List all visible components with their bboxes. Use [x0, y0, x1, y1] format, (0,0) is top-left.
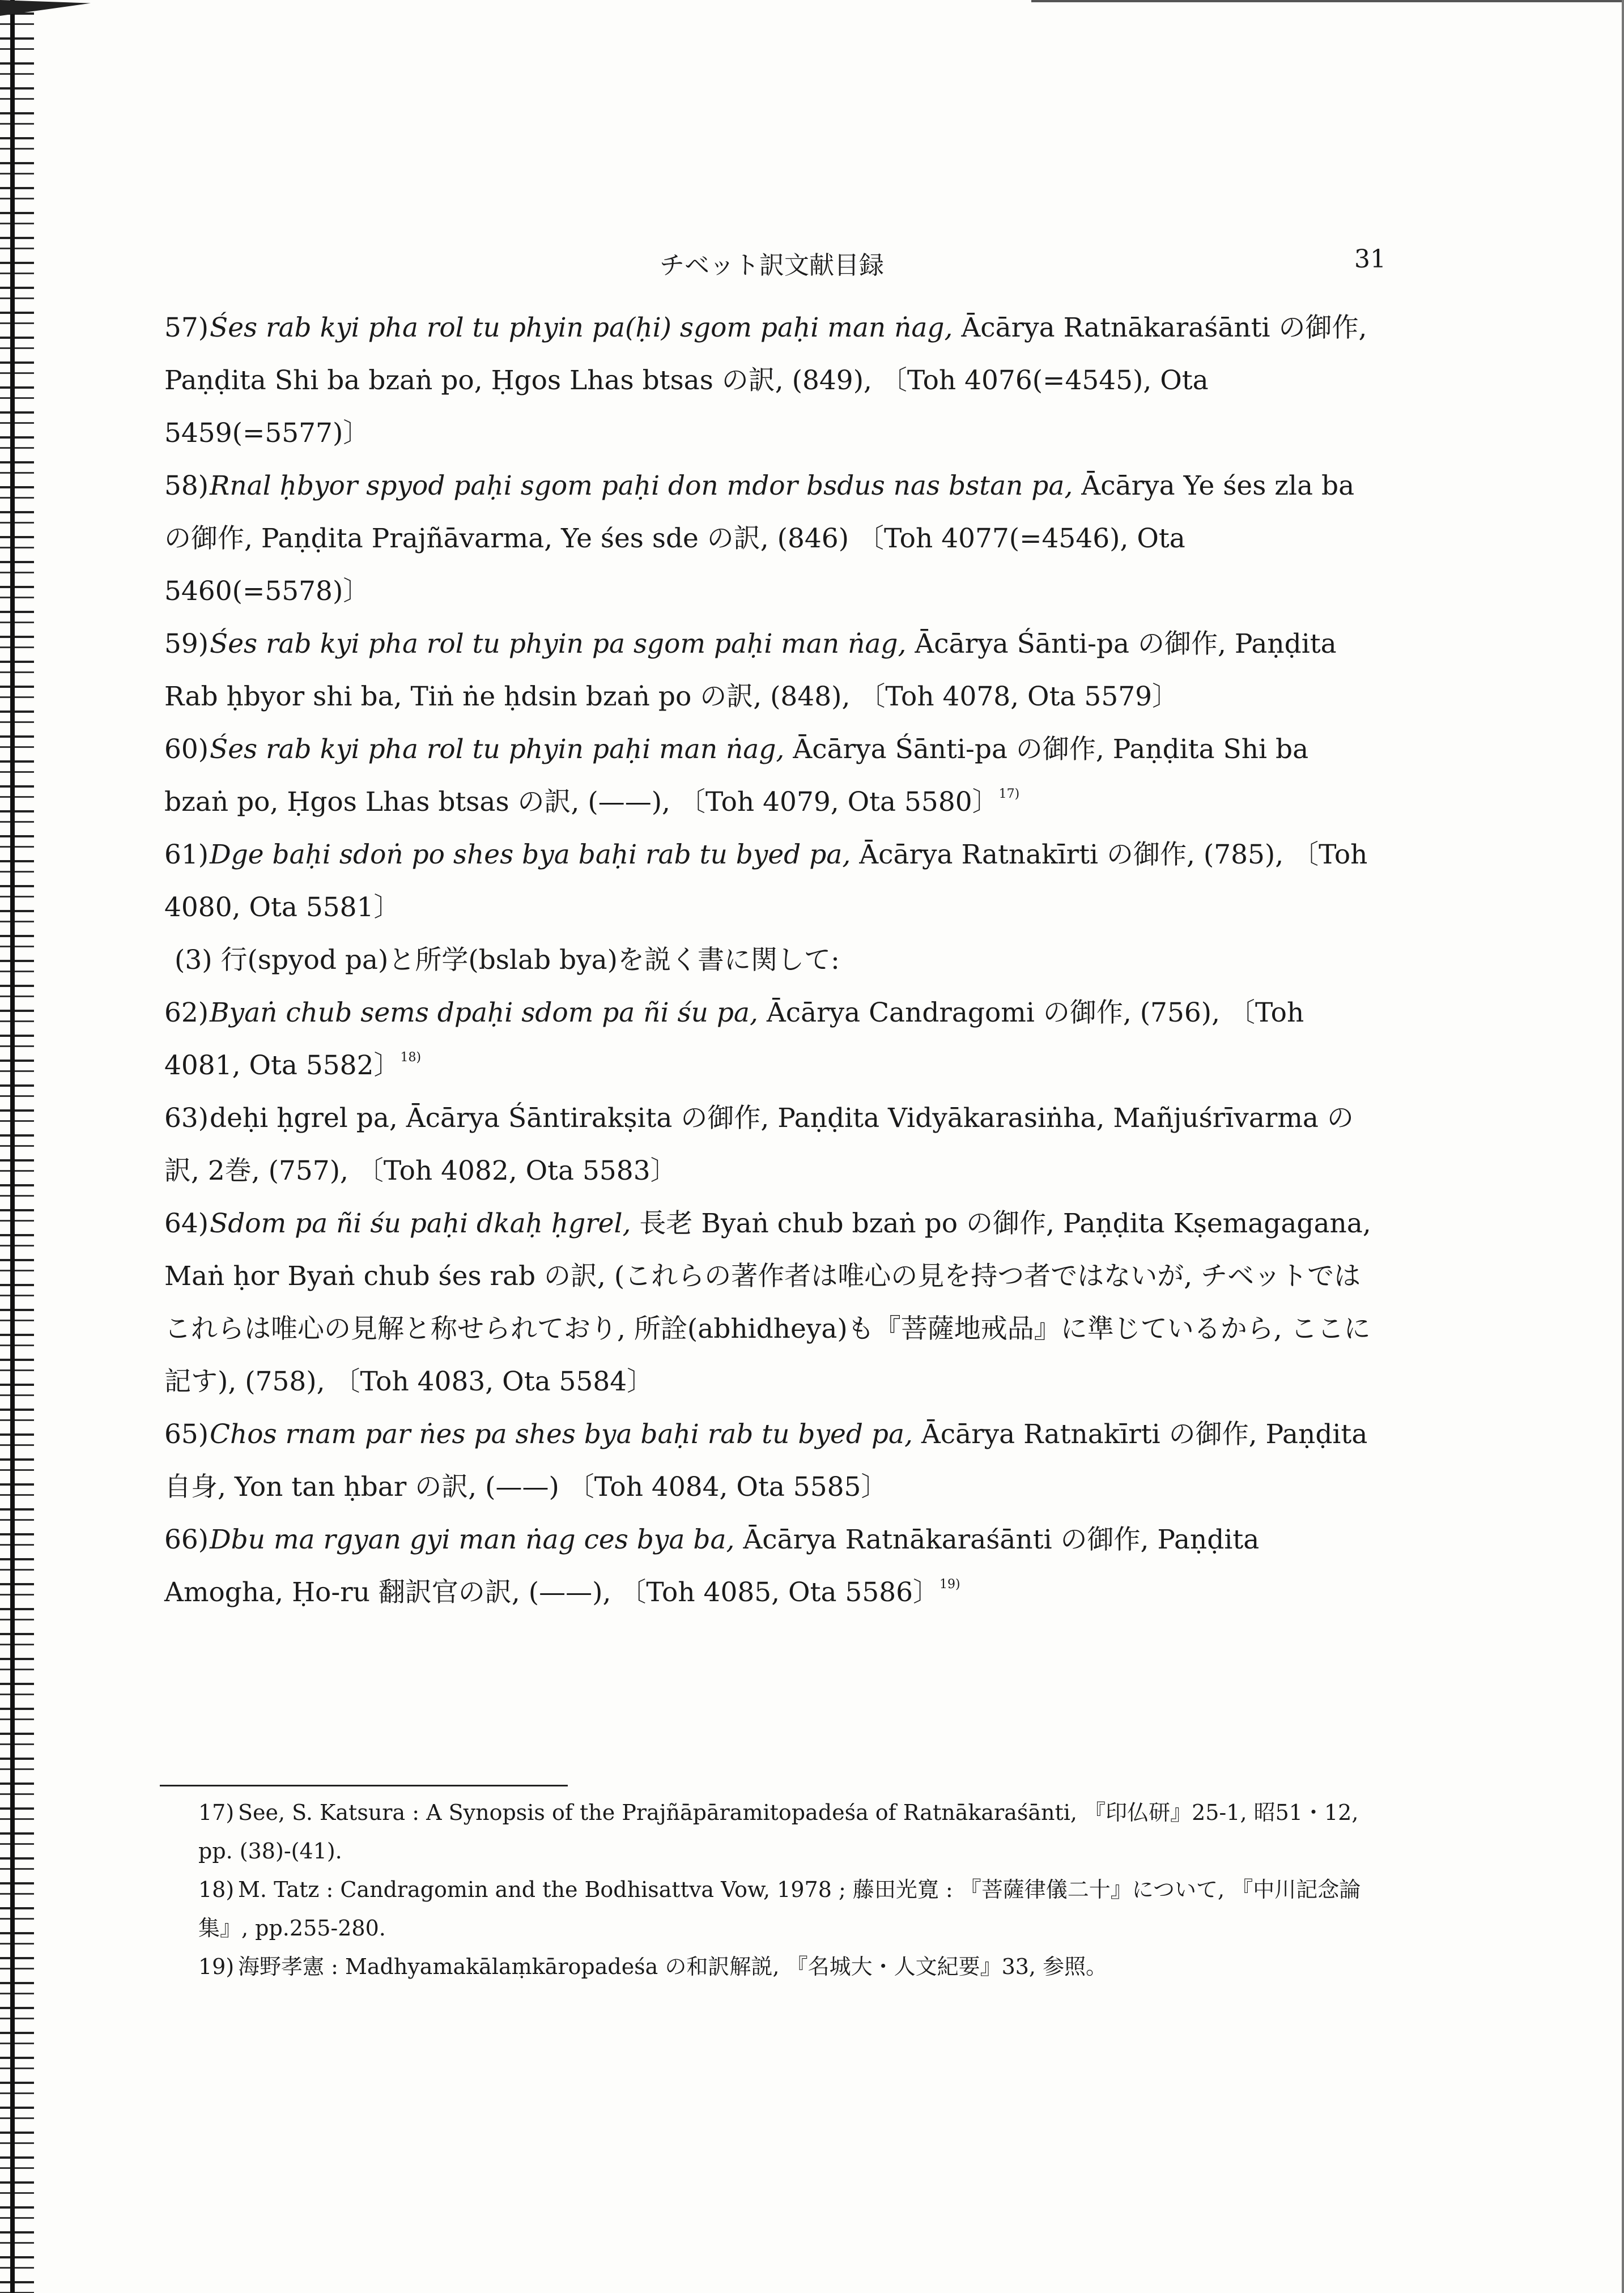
entry-title: Byaṅ chub sems dpaḥi sdom pa ñi śu pa, — [210, 997, 758, 1028]
entry-title: Dge baḥi sdoṅ po shes bya baḥi rab tu byed pa, — [210, 839, 851, 870]
entry-text: Ācārya Ye śes zla ba の御作, Paṇḍita Prajñāvarma, Ye śes sde の訳, (846) 〔Toh 4077(=4546), Ota 5460(=5578)〕 — [164, 470, 1355, 607]
footnote-number: 17) — [198, 1800, 235, 1825]
footnote-17 — [198, 1793, 1377, 1870]
footnote-text: See, S. Katsura : A Synopsis of the Prajñāpāramitopadeśa of Ratnākaraśānti, 『印仏研』25-1, 昭51・12, pp. (38)-(41). — [198, 1800, 1359, 1864]
footnote-ref: 19) — [939, 1577, 960, 1592]
entry-number: 61) — [164, 839, 209, 870]
entry-57 — [164, 301, 1377, 460]
footnote-ref: 18) — [400, 1050, 422, 1065]
footnote-text: 海野孝憲 : Madhyamakālaṃkāropadeśa の和訳解説, 『名城大・人文紀要』33, 参照。 — [238, 1954, 1108, 1979]
page-title: チベット訳文献目録 — [660, 251, 884, 280]
page-edge — [1622, 0, 1624, 2293]
entry-64 — [164, 1197, 1377, 1408]
section-heading: (3) 行(spyod pa)と所学(bslab bya)を説く書に関して: — [175, 945, 840, 976]
running-header — [660, 245, 1375, 281]
corner-mark — [0, 0, 91, 16]
footnote-ref: 17) — [998, 787, 1020, 801]
entry-text: Ācārya Śānti-pa の御作, Paṇḍita Shi ba bzaṅ po, Ḥgos Lhas btsas の訳, (——), 〔Toh 4079, Ota 5580〕 — [164, 734, 1309, 818]
entry-59 — [164, 618, 1377, 723]
footnote-text: M. Tatz : Candragomin and the Bodhisattva Vow, 1978 ; 藤田光寛 : 『菩薩律儀二十』について, 『中川記念論集』, pp.255-280. — [198, 1877, 1361, 1941]
entry-title: Śes rab kyi pha rol tu phyin pa(ḥi) sgom paḥi man ṅag, — [210, 312, 953, 343]
entry-title: Śes rab kyi pha rol tu phyin paḥi man ṅag, — [210, 734, 785, 765]
top-rule — [1031, 0, 1624, 2]
entry-text: Ācārya Ratnākaraśānti の御作, Paṇḍita Shi ba bzaṅ po, Ḥgos Lhas btsas の訳, (849), 〔Toh 4076(=4545), Ota 5459(=5577)〕 — [164, 312, 1367, 449]
entry-66 — [164, 1513, 1377, 1619]
footnote-19 — [198, 1947, 1377, 1986]
entry-title: Rnal ḥbyor spyod paḥi sgom paḥi don mdor bsdus nas bstan pa, — [210, 470, 1073, 501]
entry-text: 長老 Byaṅ chub bzaṅ po の御作, Paṇḍita Kṣemagagana, Maṅ ḥor Byaṅ chub śes rab の訳, (これらの著作者は唯心の見を持つ者ではないが, チベットではこれらは唯心の見解と称せられており, 所詮(abhidheya)も『菩薩地戒品』に準じているから, ここに記す), (758), 〔Toh 4083, Ota 5584〕 — [164, 1208, 1371, 1397]
entry-number: 64) — [164, 1208, 209, 1239]
entry-65 — [164, 1408, 1377, 1513]
entry-text: deḥi ḥgrel pa, Ācārya Śāntirakṣita の御作, Paṇḍita Vidyākarasiṅha, Mañjuśrīvarma の訳, 2巻, (757), 〔Toh 4082, Ota 5583〕 — [164, 1103, 1354, 1186]
entry-title: Chos rnam par ṅes pa shes bya baḥi rab tu byed pa, — [210, 1419, 913, 1450]
entry-text: Ācārya Ratnākaraśānti の御作, Paṇḍita Amogha, Ḥo-ru 翻訳官の訳, (——), 〔Toh 4085, Ota 5586〕 — [164, 1524, 1260, 1608]
entry-number: 65) — [164, 1419, 209, 1450]
binding-edge — [0, 0, 34, 2293]
entry-title: Śes rab kyi pha rol tu phyin pa sgom paḥi man ṅag, — [210, 628, 907, 660]
footnote-number: 18) — [198, 1877, 235, 1902]
footnote-18 — [198, 1870, 1377, 1947]
bibliography-list — [164, 301, 1377, 1619]
entry-text: Ācārya Ratnakīrti の御作, (785), 〔Toh 4080, Ota 5581〕 — [164, 839, 1368, 923]
footnotes — [198, 1793, 1377, 1986]
entry-number: 59) — [164, 628, 209, 660]
entry-number: 63) — [164, 1103, 209, 1134]
entry-title: Sdom pa ñi śu paḥi dkaḥ ḥgrel, — [210, 1208, 631, 1239]
entry-number: 66) — [164, 1524, 209, 1555]
entry-text: Ācārya Ratnakīrti の御作, Paṇḍita 自身, Yon tan ḥbar の訳, (——) 〔Toh 4084, Ota 5585〕 — [164, 1419, 1368, 1503]
entry-number: 62) — [164, 997, 209, 1028]
page-number: 31 — [1354, 245, 1386, 274]
entry-number: 58) — [164, 470, 209, 501]
entry-number: 57) — [164, 312, 209, 343]
entry-number: 60) — [164, 734, 209, 765]
footnote-divider — [160, 1785, 568, 1786]
entry-title: Dbu ma rgyan gyi man ṅag ces bya ba, — [210, 1524, 735, 1555]
footnote-number: 19) — [198, 1954, 235, 1979]
entry-text: Ācārya Śānti-pa の御作, Paṇḍita Rab ḥbyor shi ba, Tiṅ ṅe ḥdsin bzaṅ po の訳, (848), 〔Toh 4078, Ota 5579〕 — [164, 628, 1337, 712]
entry-62 — [164, 986, 1377, 1092]
entry-60 — [164, 723, 1377, 828]
entry-text: Ācārya Candragomi の御作, (756), 〔Toh 4081, Ota 5582〕 — [164, 997, 1304, 1081]
entry-58 — [164, 460, 1377, 618]
entry-61 — [164, 828, 1377, 934]
binding-line — [10, 0, 15, 2293]
entry-63 — [164, 1092, 1377, 1197]
